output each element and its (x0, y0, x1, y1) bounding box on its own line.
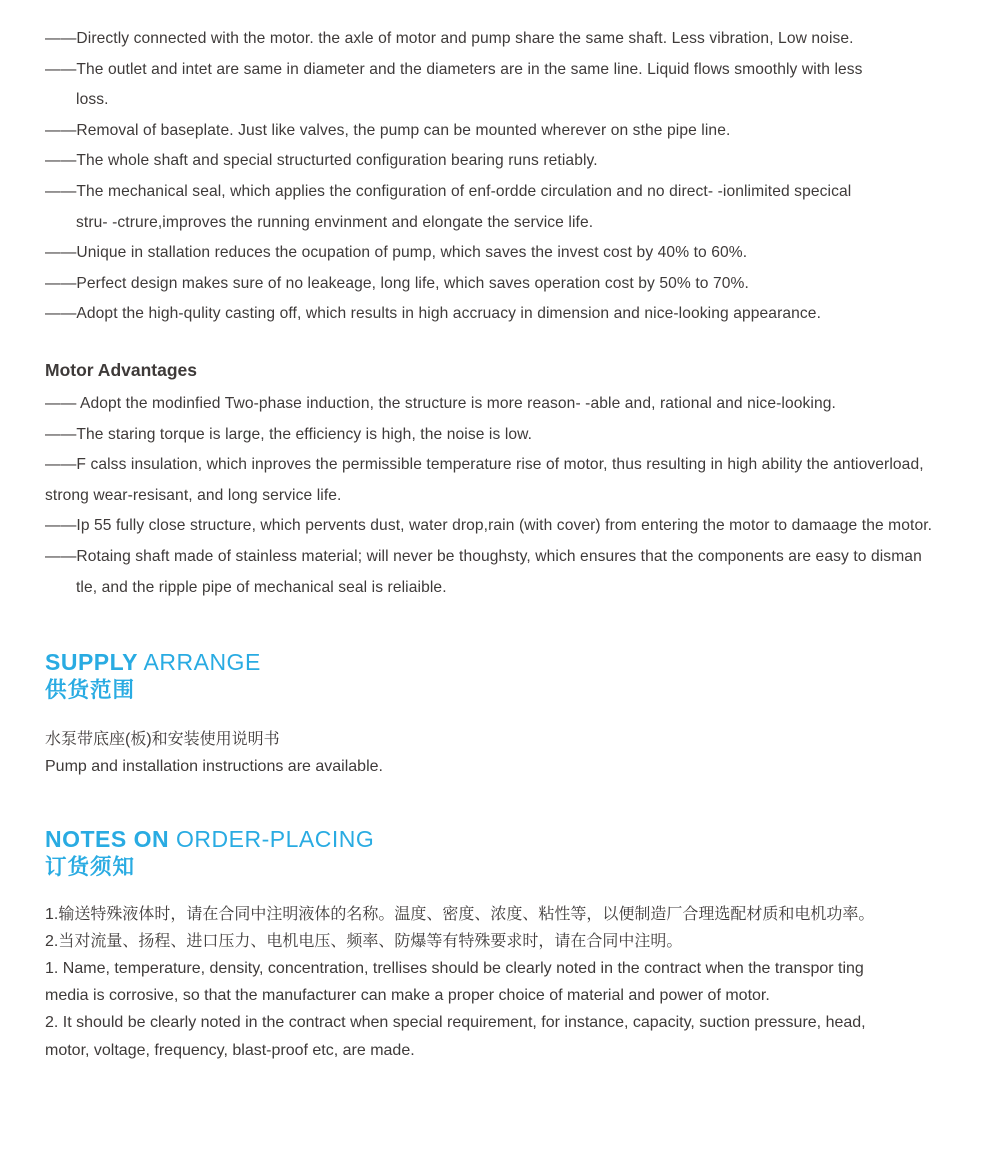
feature-item (45, 299, 956, 330)
motor-item (45, 542, 956, 603)
notes-line-en: 1. Name, temperature, density, concentration, trellises should be clearly noted in the contract when the transpor ting (45, 959, 864, 977)
feature-line: ——Unique in stallation reduces the ocupation of pump, which saves the invest cost by 40% to 60%. (45, 244, 748, 262)
feature-line: ——Removal of baseplate. Just like valves, the pump can be mounted wherever on sthe pipe line. (45, 121, 731, 139)
supply-arrange-title-en-bold: SUPPLY (45, 649, 138, 676)
motor-line: ——Ip 55 fully close structure, which pervents dust, water drop,rain (with cover) from entering the motor to damaage the motor. (45, 517, 933, 535)
supply-arrange-title-en-light: ARRANGE (137, 649, 261, 676)
motor-advantages-list (45, 389, 956, 603)
feature-item (45, 238, 956, 269)
pump-features-list (45, 24, 956, 330)
motor-line-continuation: tle, and the ripple pipe of mechanical seal is reliaible. (76, 578, 447, 596)
notes-title-en-bold: NOTES ON (45, 825, 170, 852)
feature-line: ——The whole shaft and special structurted configuration bearing runs retiably. (45, 152, 598, 170)
notes-line-cn: 2.当对流量、扬程、进口压力、电机电压、频率、防爆等有特殊要求时，请在合同中注明。 (45, 932, 683, 950)
supply-body-line-en: Pump and installation instructions are available. (45, 758, 383, 776)
supply-body-line-cn: 水泵带底座(板)和安装使用说明书 (45, 731, 280, 749)
motor-line: ——The staring torque is large, the efficiency is high, the noise is low. (45, 425, 533, 443)
notes-title-en-light: ORDER-PLACING (169, 825, 375, 852)
notes-line-en: media is corrosive, so that the manufacturer can make a proper choice of material and power of motor. (45, 987, 770, 1005)
notes-title-cn: 订货须知 (45, 854, 136, 879)
motor-line: —— Adopt the modinfied Two-phase induction, the structure is more reason- -able and, rational and nice-looking. (45, 394, 836, 412)
feature-line: ——Adopt the high-qulity casting off, which results in high accruacy in dimension and nice-looking appearance. (45, 305, 822, 323)
supply-arrange-heading (45, 648, 956, 704)
feature-item (45, 146, 956, 177)
notes-body (45, 901, 956, 1064)
motor-advantages-heading: Motor Advantages (45, 359, 198, 380)
feature-item (45, 269, 956, 300)
supply-arrange-title-en (45, 648, 956, 676)
notes-heading (45, 825, 956, 881)
motor-item (45, 389, 956, 420)
notes-line-en: motor, voltage, frequency, blast-proof etc, are made. (45, 1041, 415, 1059)
motor-line-continuation: strong wear-resisant, and long service life. (45, 486, 342, 504)
feature-line: ——Perfect design makes sure of no leakeage, long life, which saves operation cost by 50% to 70%. (45, 274, 749, 292)
motor-item (45, 511, 956, 542)
supply-arrange-body (45, 726, 956, 780)
feature-line-continuation: loss. (76, 91, 109, 109)
notes-line-en: 2. It should be clearly noted in the contract when special requirement, for instance, capacity, suction pressure, head, (45, 1014, 866, 1032)
feature-item (45, 116, 956, 147)
feature-item (45, 55, 956, 116)
feature-item (45, 177, 956, 238)
motor-item (45, 450, 956, 511)
motor-item (45, 420, 956, 451)
supply-arrange-section (45, 648, 956, 780)
notes-line-cn: 1.输送特殊液体时，请在合同中注明液体的名称。温度、密度、浓度、粘性等，以便制造厂合理选配材质和电机功率。 (45, 905, 875, 923)
notes-title-en (45, 825, 956, 853)
feature-line: ——Directly connected with the motor. the axle of motor and pump share the same shaft. Less vibration, Low noise. (45, 30, 854, 47)
feature-item (45, 24, 956, 55)
feature-line: ——The mechanical seal, which applies the configuration of enf-ordde circulation and no direct- -ionlimited specical (45, 182, 852, 200)
feature-line: ——The outlet and intet are same in diameter and the diameters are in the same line. Liquid flows smoothly with less (45, 60, 863, 78)
notes-on-order-placing-section (45, 825, 956, 1064)
feature-line-continuation: stru- -ctrure,improves the running envinment and elongate the service life. (76, 213, 594, 231)
motor-line: ——F calss insulation, which inproves the permissible temperature rise of motor, thus resulting in high ability the antioverload, (45, 456, 924, 474)
supply-arrange-title-cn: 供货范围 (45, 678, 136, 703)
motor-line: ——Rotaing shaft made of stainless material; will never be thoughsty, which ensures that the components are easy to disman (45, 547, 922, 565)
